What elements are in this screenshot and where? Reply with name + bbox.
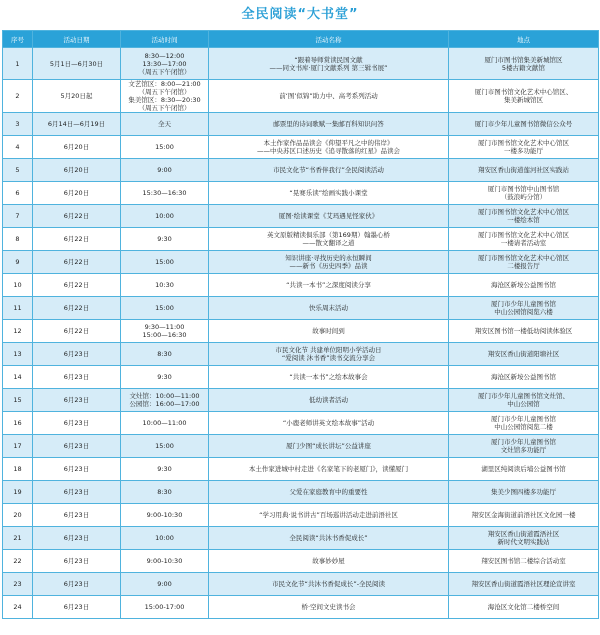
cell-place-line: 翔安区金海街道前浯社区文化园一楼 (471, 511, 576, 519)
cell-date: 6月22日 (33, 297, 121, 320)
cell-place-line: 厦门市图书馆中山图书馆 (487, 185, 560, 193)
header-time: 活动时间 (121, 31, 209, 48)
table-row (3, 48, 599, 80)
table-row (3, 159, 599, 182)
cell-time-line: 文灶馆：10:00—11:00 (129, 392, 200, 400)
cell-name (209, 343, 449, 366)
cell-time-line: （周五下午闭馆） (138, 88, 191, 96)
cell-time (121, 527, 209, 550)
cell-place (449, 274, 599, 297)
cell-time (121, 435, 209, 458)
cell-date: 6月23日 (33, 343, 121, 366)
cell-place (449, 458, 599, 481)
cell-time (121, 366, 209, 389)
cell-time (121, 481, 209, 504)
cell-no: 12 (3, 320, 33, 343)
cell-no: 3 (3, 113, 33, 136)
cell-time-line: 9:00-10:30 (146, 511, 183, 519)
table-row (3, 550, 599, 573)
cell-place (449, 389, 599, 412)
cell-time (121, 343, 209, 366)
cell-no: 4 (3, 136, 33, 159)
table-row (3, 297, 599, 320)
table-row (3, 481, 599, 504)
cell-name-line: “共读一本书”之绘本故事会 (289, 373, 368, 381)
cell-name-line: 全民阅读“共沐书香促成长” (289, 534, 368, 542)
cell-name-line: ——同文书库·厦门文献系列 第三辑书展” (269, 63, 388, 72)
cell-time-line: 15:00—16:30 (142, 331, 187, 339)
cell-place-line: 厦门市图书馆文化艺术中心馆区、 (474, 88, 573, 96)
cell-time-line: 15:00 (155, 442, 174, 450)
table-row (3, 527, 599, 550)
cell-time-line: 文艺馆区：8:00—21:00 (128, 80, 201, 88)
cell-name-line: 知识讲座·寻找历史的永恒瞬间 (285, 254, 372, 262)
header-date: 活动日期 (33, 31, 121, 48)
cell-time-line: 全天 (158, 120, 171, 128)
table-row (3, 366, 599, 389)
cell-place (449, 113, 599, 136)
table-row (3, 389, 599, 412)
cell-place-line: 翔安区图书馆一楼低幼阅读体验区 (474, 327, 573, 335)
cell-place-line: 海沧区文化馆二楼桥空间 (487, 603, 560, 611)
cell-time (121, 573, 209, 596)
table-header-row (3, 31, 599, 48)
cell-name (209, 159, 449, 182)
cell-time (121, 159, 209, 182)
cell-time-line: 9:30—11:00 (144, 323, 185, 331)
cell-name-line: 市民文化节“书香伴我行”全民阅读活动 (273, 166, 384, 174)
cell-name-line: ——新书《历史四季》品读 (289, 262, 368, 270)
cell-date: 6月23日 (33, 435, 121, 458)
cell-name-line: ——中央苏区口述历史《追寻散落的红星》品读会 (257, 147, 400, 155)
cell-name (209, 412, 449, 435)
cell-no: 13 (3, 343, 33, 366)
table-row (3, 596, 599, 619)
cell-date: 6月22日 (33, 228, 121, 251)
cell-name (209, 596, 449, 619)
cell-time (121, 458, 209, 481)
cell-time-line: 10:30 (155, 281, 174, 289)
cell-place-line: 翔安区香山街道莲河社区实践站 (478, 166, 569, 174)
cell-no: 21 (3, 527, 33, 550)
cell-time (121, 297, 209, 320)
cell-place (449, 527, 599, 550)
cell-time-line: 10:00 (155, 212, 174, 220)
cell-place-line: 二楼报告厅 (507, 262, 540, 270)
cell-place (449, 80, 599, 113)
table-row (3, 228, 599, 251)
cell-time (121, 550, 209, 573)
cell-name-line: “爱阅读 沐书香”读书交流分享会 (281, 354, 376, 362)
table-row (3, 251, 599, 274)
cell-place-line: 厦门市图书馆文化艺术中心馆区 (478, 208, 569, 216)
table-row (3, 80, 599, 113)
cell-place-line: 中山公园馆阅览六楼 (494, 308, 553, 316)
cell-time (121, 251, 209, 274)
cell-time-line: 8:30 (157, 350, 172, 358)
cell-place (449, 481, 599, 504)
cell-no: 19 (3, 481, 33, 504)
table-row (3, 205, 599, 228)
table-row (3, 504, 599, 527)
cell-date: 6月23日 (33, 412, 121, 435)
cell-place (449, 251, 599, 274)
cell-no: 9 (3, 251, 33, 274)
cell-name-line: 厦门少图“成长讲坛”公益讲座 (286, 442, 371, 450)
cell-place-line: 翔安区香山街道霞浯社区理论宣讲室 (471, 580, 576, 588)
cell-no: 18 (3, 458, 33, 481)
table-row (3, 412, 599, 435)
cell-place-line: 厦门市图书馆文化艺术中心馆区 (478, 139, 569, 147)
cell-no: 1 (3, 48, 33, 80)
cell-place-line: 5楼古籍文献馆 (501, 63, 546, 72)
cell-name-line: 故事妙妙屋 (312, 557, 345, 565)
table-row (3, 320, 599, 343)
cell-name (209, 228, 449, 251)
cell-place-line: 一楼绘本馆 (507, 216, 540, 224)
cell-name (209, 182, 449, 205)
cell-date: 6月22日 (33, 274, 121, 297)
cell-date: 6月23日 (33, 504, 121, 527)
cell-name-line: 低幼读者活动 (309, 396, 348, 404)
cell-date: 6月23日 (33, 389, 121, 412)
cell-time (121, 389, 209, 412)
cell-place-line: 翔安区香山街道霞浯社区 (487, 530, 560, 538)
cell-time-line: 15:00-17:00 (144, 603, 185, 611)
cell-place-line: 海沧区新垵公益图书馆 (491, 373, 556, 381)
cell-no: 20 (3, 504, 33, 527)
cell-name (209, 481, 449, 504)
cell-place-line: 厦门市图书馆集美新城馆区 (484, 55, 563, 64)
cell-name (209, 113, 449, 136)
activity-table (2, 30, 599, 619)
cell-name (209, 297, 449, 320)
cell-time-line: （周五下午闭馆） (138, 67, 191, 76)
cell-time-line: 8:30—12:00 (144, 51, 185, 60)
cell-time-line: 15:00 (155, 304, 174, 312)
cell-no: 17 (3, 435, 33, 458)
cell-date: 6月22日 (33, 320, 121, 343)
cell-place-line: 一楼请者活动室 (500, 239, 547, 247)
cell-place-line: 新时代文明实践站 (497, 538, 550, 546)
cell-time (121, 320, 209, 343)
table-row (3, 573, 599, 596)
cell-name-line: 市民文化节 共建单位阳明小学活动日 (275, 346, 382, 354)
cell-place-line: 翔安区香山街道阳塘社区 (487, 350, 560, 358)
cell-name-line: “跟着导师赏读民国文献 (294, 55, 363, 64)
cell-name-line: 故事时间到 (312, 327, 345, 335)
cell-place (449, 159, 599, 182)
cell-time-line: 13:30—17:00 (142, 59, 187, 68)
cell-name-line: “学习用典·说书讲古”百场巡讲活动走进前浯社区 (259, 511, 398, 519)
cell-place (449, 205, 599, 228)
cell-date: 6月22日 (33, 251, 121, 274)
cell-name-line: 厦图·绘读课堂《艾玛遇见怪家伙》 (278, 212, 379, 220)
cell-date: 6月20日 (33, 182, 121, 205)
cell-name-line: 本土作家进城中村走进《名家笔下的老厦门》，读懂厦门 (248, 465, 409, 473)
cell-no: 14 (3, 366, 33, 389)
cell-place (449, 596, 599, 619)
cell-name-line: 桥·空间文史读书会 (301, 603, 356, 611)
cell-no: 5 (3, 159, 33, 182)
cell-time (121, 412, 209, 435)
cell-name (209, 366, 449, 389)
cell-time-line: 10:00—11:00 (142, 419, 187, 427)
cell-name (209, 80, 449, 113)
cell-date: 6月23日 (33, 481, 121, 504)
cell-no: 24 (3, 596, 33, 619)
cell-time-line: 10:00 (155, 534, 174, 542)
cell-name (209, 504, 449, 527)
cell-no: 11 (3, 297, 33, 320)
cell-no: 16 (3, 412, 33, 435)
table-row (3, 274, 599, 297)
cell-no: 7 (3, 205, 33, 228)
table-row (3, 136, 599, 159)
cell-name (209, 136, 449, 159)
cell-name-line: 英文原版精读俱乐部（第169期）翰墨心桥 (267, 231, 390, 239)
table-row (3, 435, 599, 458)
header-no: 序号 (3, 31, 33, 48)
cell-time (121, 596, 209, 619)
cell-place (449, 573, 599, 596)
cell-name (209, 389, 449, 412)
cell-date: 6月23日 (33, 596, 121, 619)
cell-name-line: 邮票里的诗词歌赋一集邮百科知识问答 (273, 120, 384, 128)
cell-name-line: 前‘图’似锦”助力中、高考系列活动 (279, 92, 378, 100)
cell-no: 15 (3, 389, 33, 412)
cell-time-line: 15:30—16:30 (142, 189, 187, 197)
table-body (3, 48, 599, 619)
cell-date: 6月23日 (33, 366, 121, 389)
cell-place (449, 320, 599, 343)
cell-name (209, 274, 449, 297)
cell-no: 22 (3, 550, 33, 573)
cell-name (209, 573, 449, 596)
cell-place-line: （鼓浪屿分馆） (500, 193, 547, 201)
cell-time (121, 136, 209, 159)
cell-no: 10 (3, 274, 33, 297)
cell-name (209, 527, 449, 550)
cell-place (449, 48, 599, 80)
cell-place-line: 湖里区纯阅读后埔公益图书馆 (481, 465, 566, 473)
cell-place (449, 366, 599, 389)
cell-name (209, 550, 449, 573)
cell-place-line: 集美少图四楼多功能厅 (491, 488, 556, 496)
cell-date: 6月23日 (33, 458, 121, 481)
cell-place (449, 504, 599, 527)
cell-place-line: 厦门市少年儿童图书馆微信公众号 (474, 120, 573, 128)
cell-place-line: 海沧区新垵公益图书馆 (491, 281, 556, 289)
cell-date: 6月22日 (33, 205, 121, 228)
cell-time-line: 9:00 (157, 580, 172, 588)
cell-date: 5月1日—6月30日 (33, 48, 121, 80)
cell-place (449, 412, 599, 435)
cell-place (449, 435, 599, 458)
cell-place (449, 228, 599, 251)
cell-date: 6月23日 (33, 527, 121, 550)
cell-no: 6 (3, 182, 33, 205)
cell-time-line: 8:30 (157, 488, 172, 496)
cell-name-line: “小鹿老师讲英文绘本故事”活动 (282, 419, 375, 427)
cell-place (449, 297, 599, 320)
cell-place-line: 翔安区图书馆二楼综合活动室 (481, 557, 566, 565)
cell-name-line: 父爱在家庭教育中的重要性 (289, 488, 368, 496)
cell-time (121, 113, 209, 136)
cell-place-line: 一楼多功能厅 (504, 147, 543, 155)
cell-place-line: 中山公园馆 (507, 400, 540, 408)
cell-name (209, 435, 449, 458)
cell-place (449, 343, 599, 366)
cell-date: 6月20日 (33, 136, 121, 159)
cell-place-line: 文灶馆多功能厅 (500, 446, 547, 454)
cell-time (121, 228, 209, 251)
cell-name (209, 320, 449, 343)
cell-name-line: “晃赛乐读”绘画实践小课堂 (289, 189, 368, 197)
cell-no: 23 (3, 573, 33, 596)
cell-place-line: 中山公园馆阅览二楼 (494, 423, 553, 431)
cell-time (121, 504, 209, 527)
cell-time-line: 公园馆：16:00—17:00 (129, 400, 200, 408)
page-title: 全民阅读“大书堂” (241, 7, 359, 22)
cell-time-line: 集美馆区：8:30—20:30 (128, 96, 201, 104)
cell-name (209, 205, 449, 228)
cell-time-line: 9:00 (157, 166, 172, 174)
cell-time (121, 48, 209, 80)
cell-name-line: “共读一本书”之深度阅读分享 (286, 281, 371, 289)
cell-place-line: 厦门市少年儿童图书馆文灶馆、 (478, 392, 569, 400)
cell-no: 2 (3, 80, 33, 113)
cell-no: 8 (3, 228, 33, 251)
cell-place-line: 厦门市少年儿童图书馆 (491, 415, 556, 423)
cell-place-line: 厦门市少年儿童图书馆 (491, 300, 556, 308)
cell-name-line: ——散文翻译之道 (302, 239, 355, 247)
cell-time-line: 9:30 (157, 235, 172, 243)
cell-name-line: 本土作家作品品读会《仰望平凡之中的伟岸》 (263, 139, 394, 147)
cell-name-line: 快乐周末活动 (309, 304, 348, 312)
cell-time (121, 182, 209, 205)
cell-time (121, 274, 209, 297)
cell-time-line: 9:30 (157, 373, 172, 381)
cell-place-line: 厦门市少年儿童图书馆 (491, 438, 556, 446)
cell-name (209, 251, 449, 274)
table-row (3, 113, 599, 136)
cell-time (121, 205, 209, 228)
cell-name-line: 市民文化节“共沐书香促成长”-全民阅读 (271, 580, 386, 588)
cell-name (209, 48, 449, 80)
cell-place (449, 182, 599, 205)
cell-name (209, 458, 449, 481)
cell-time-line: 9:30 (157, 465, 172, 473)
table-row (3, 182, 599, 205)
cell-place-line: 厦门市图书馆文化艺术中心馆区 (478, 254, 569, 262)
table-row (3, 458, 599, 481)
cell-place (449, 136, 599, 159)
cell-time-line: 15:00 (155, 143, 174, 151)
cell-time (121, 80, 209, 113)
cell-place-line: 集美新城馆区 (504, 96, 543, 104)
cell-time-line: （周五下午闭馆） (138, 104, 191, 112)
cell-date: 6月23日 (33, 550, 121, 573)
cell-place-line: 厦门市图书馆文化艺术中心馆区 (478, 231, 569, 239)
cell-date: 6月20日 (33, 159, 121, 182)
cell-date: 6月23日 (33, 573, 121, 596)
header-name: 活动名称 (209, 31, 449, 48)
cell-date: 6月14日—6月19日 (33, 113, 121, 136)
table-row (3, 343, 599, 366)
cell-time-line: 9:00-10:30 (146, 557, 183, 565)
cell-date: 5月20日起 (33, 80, 121, 113)
cell-place (449, 550, 599, 573)
cell-time-line: 15:00 (155, 258, 174, 266)
header-place: 地点 (449, 31, 599, 48)
